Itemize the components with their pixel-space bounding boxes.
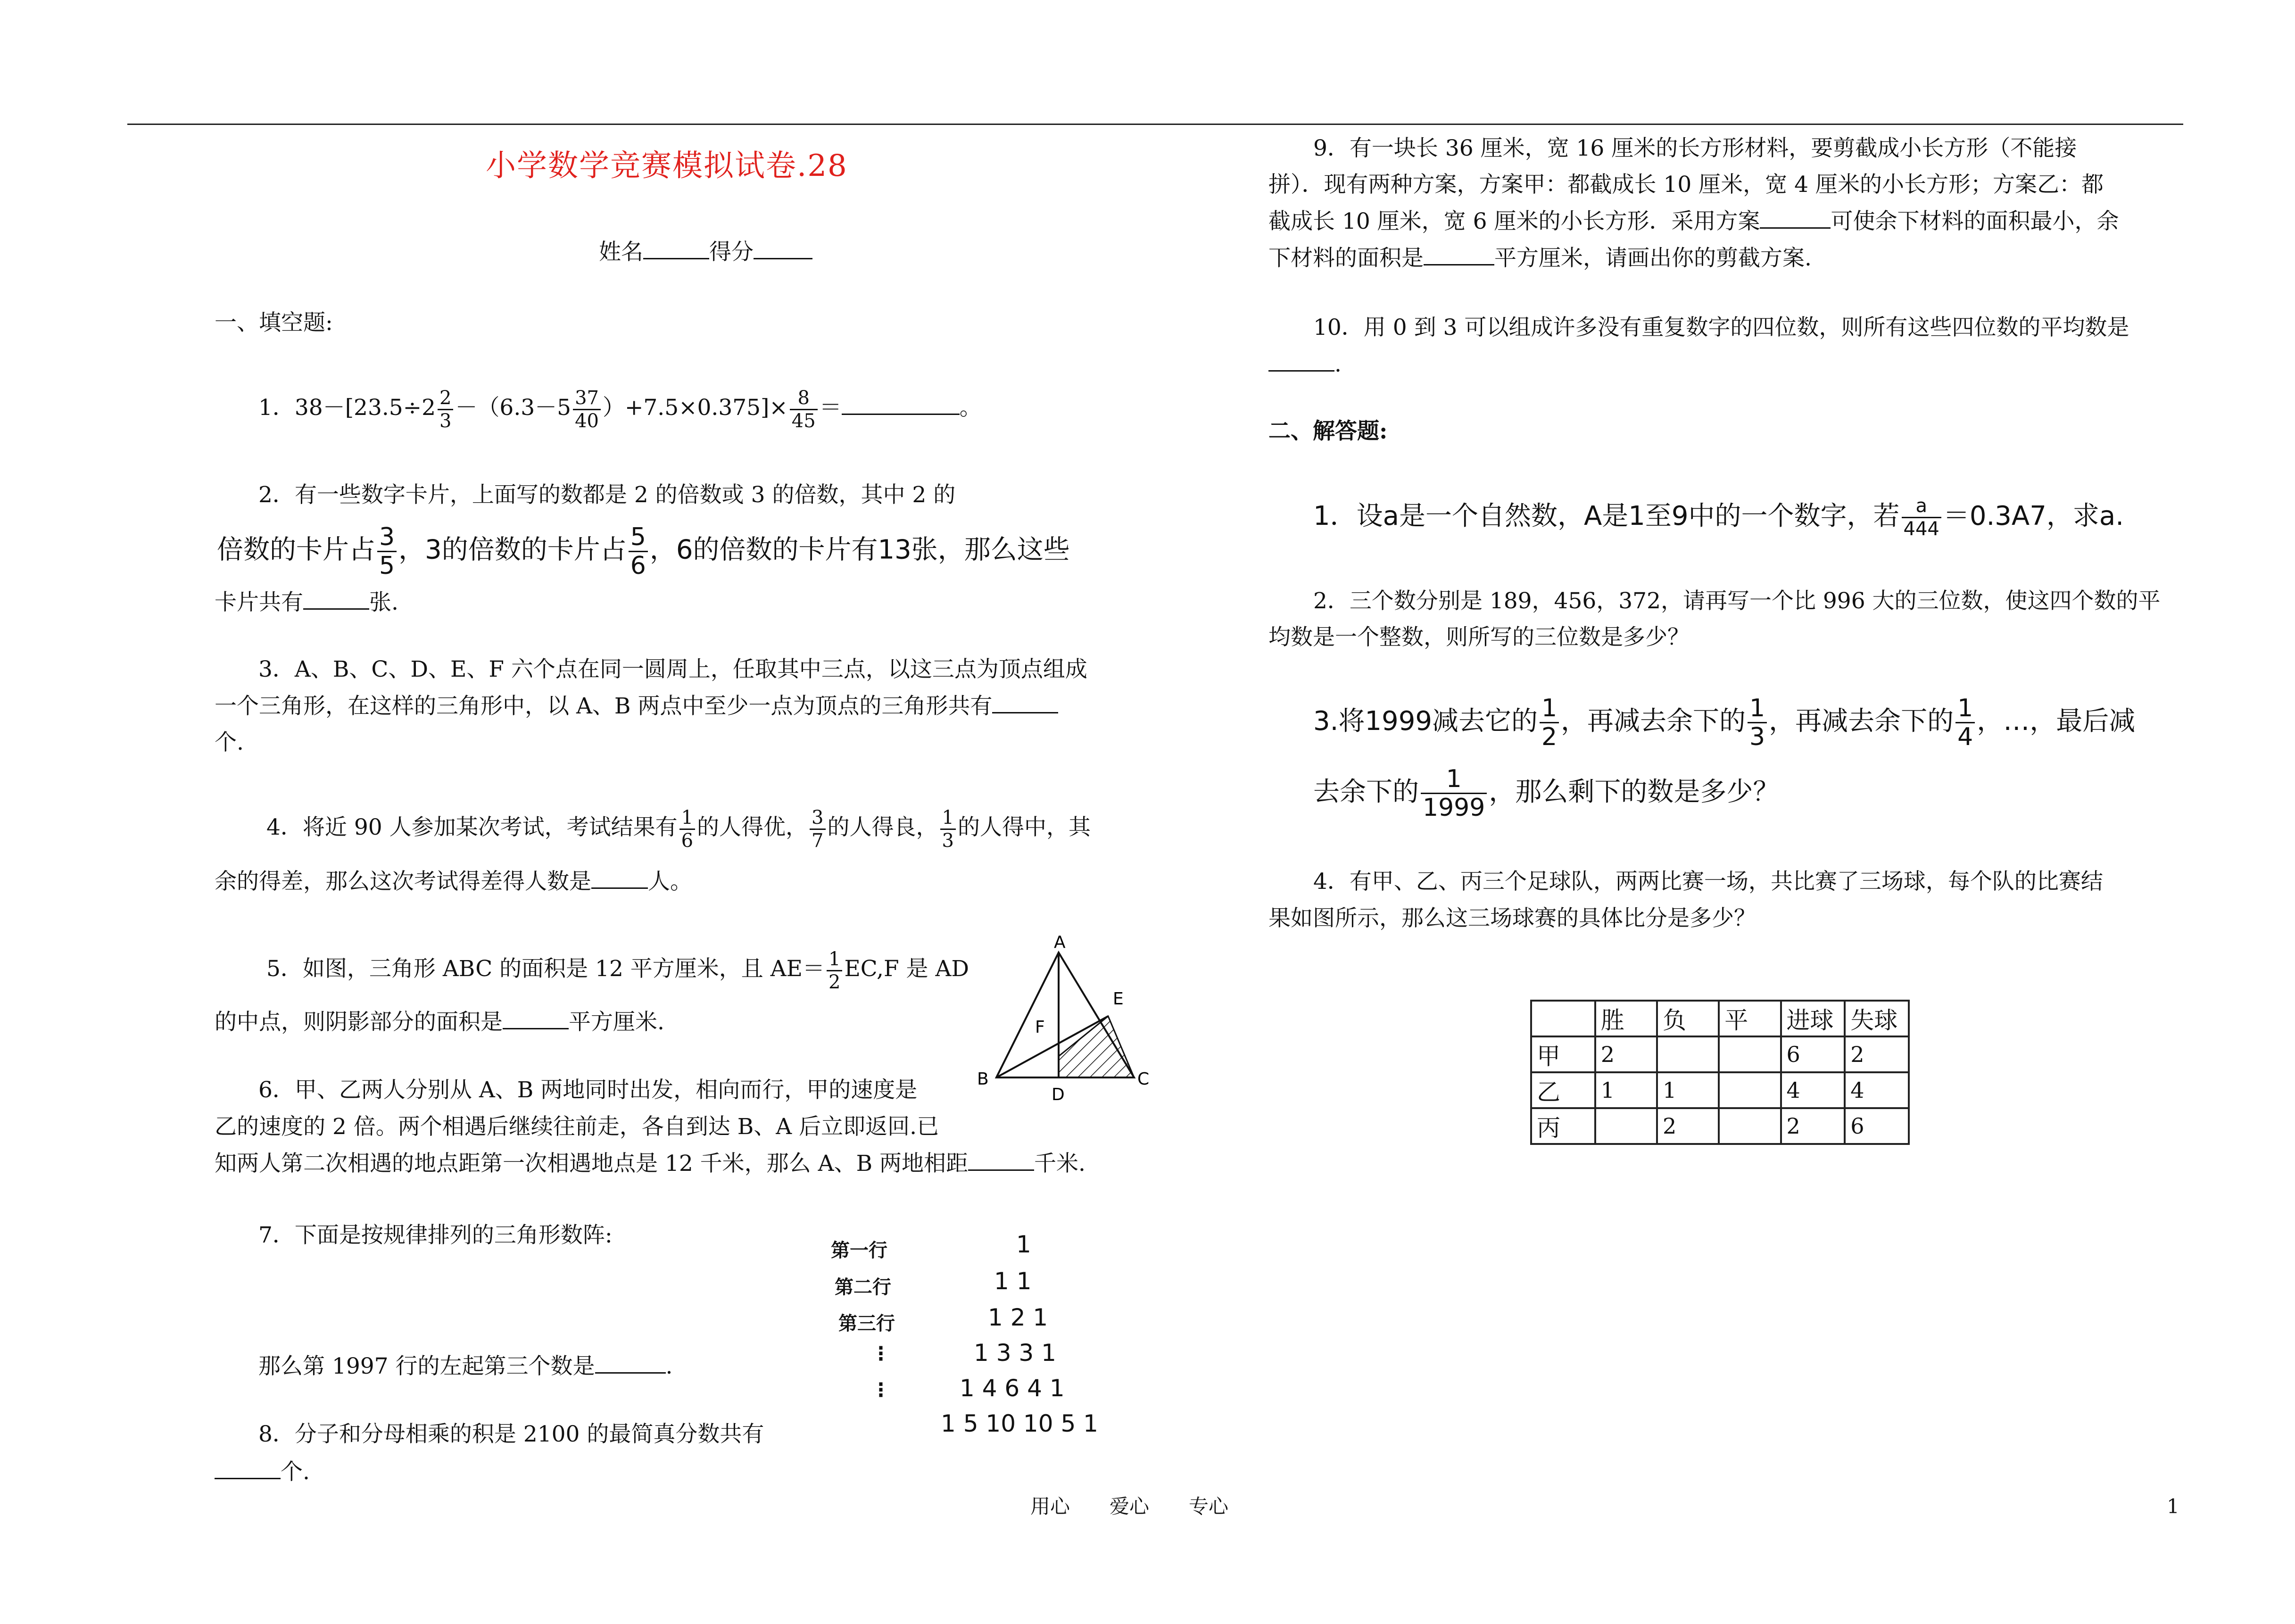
row-label: ⋮ — [871, 1379, 890, 1401]
label-e: E — [1113, 989, 1124, 1009]
answer-question-2-line1: 2．三个数分别是 189，456，372，请再写一个比 996 大的三位数，使这四个数的平 — [1313, 588, 2161, 614]
q7-answer-blank[interactable] — [595, 1353, 666, 1374]
results-table — [1530, 1000, 1910, 1145]
row-label: 第一行 — [831, 1240, 887, 1261]
label-f: F — [1035, 1018, 1045, 1037]
question-1: 1．38－[23.5÷2 $\frac{2}{3}$ －（6.3－5 $\frac{37}{40}$ ）+7.5×0.375]× $\frac{8}{45}$ ＝ 。 — [258, 387, 982, 432]
table-header-row — [1531, 1001, 1909, 1036]
q10-answer-blank[interactable] — [1268, 351, 1334, 372]
question-2-line1: 2．有一些数字卡片，上面写的数都是 2 的倍数或 3 的倍数，其中 2 的 — [258, 482, 956, 508]
row-label: 第三行 — [838, 1313, 895, 1334]
answer-question-3-line1: 3.将1999减去它的 $\frac{1}{2}$ ，再减去余下的 $\frac{1}{3}$ ，再减去余下的 $\frac{1}{4}$ ，…，最后减 — [1313, 694, 2136, 752]
question-2-line2: 倍数的卡片占 $\frac{3}{5}$ ，3的倍数的卡片占 $\frac{5}{6}$ ，6的倍数的卡片有13张，那么这些 — [217, 523, 1070, 580]
table-cell — [1719, 1072, 1781, 1108]
shaded-region — [1059, 1016, 1134, 1077]
question-8-line2: 个. — [215, 1458, 310, 1486]
answer-question-2-line2: 均数是一个整数，则所写的三位数是多少？ — [1268, 624, 1690, 650]
question-5-line1: 5．如图，三角形 ABC 的面积是 12 平方厘米，且 AE＝ $\frac{1}{2}$ EC,F 是 AD — [266, 948, 969, 993]
table-cell: 4 — [1781, 1072, 1845, 1108]
q2-answer-blank[interactable] — [303, 589, 369, 610]
question-6-line3: 知两人第二次相遇的地点距第一次相遇地点是 12 千米，那么 A、B 两地相距 千米. — [215, 1151, 1085, 1177]
triangle-row: 1 2 1 — [988, 1304, 1048, 1331]
table-cell — [1719, 1108, 1781, 1144]
triangle-row: 1 4 6 4 1 — [960, 1375, 1065, 1402]
score-blank[interactable] — [754, 239, 812, 259]
triangle-row: 1 3 3 1 — [974, 1339, 1056, 1367]
name-blank[interactable] — [643, 239, 709, 259]
question-7-line1: 7．下面是按规律排列的三角形数阵: — [258, 1222, 613, 1248]
name-label: 姓名 — [599, 239, 643, 265]
question-8-line1: 8．分子和分母相乘的积是 2100 的最简真分数共有 — [258, 1421, 764, 1447]
triangle-row: 1 — [1016, 1231, 1031, 1258]
answer-question-1: 1．设a是一个自然数，A是1至9中的一个数字，若 $\frac{a}{444}$ ＝0.3A7，求a. — [1313, 495, 2124, 540]
section-heading-answer: 二、解答题: — [1268, 418, 1388, 444]
table-cell: 甲 — [1531, 1036, 1595, 1072]
question-9-line3: 截成长 10 厘米，宽 6 厘米的小长方形．采用方案 可使余下材料的面积最小，余 — [1268, 208, 2119, 234]
triangle-row: 1 5 10 10 5 1 — [941, 1410, 1098, 1437]
q9-area-blank[interactable] — [1424, 245, 1494, 265]
q8-answer-blank[interactable] — [215, 1459, 281, 1479]
table-cell: 2 — [1845, 1036, 1909, 1072]
table-cell — [1719, 1036, 1781, 1072]
table-cell: 平 — [1719, 1001, 1781, 1036]
table-cell: 负 — [1657, 1001, 1719, 1036]
table-cell: 失球 — [1845, 1001, 1909, 1036]
table-row — [1531, 1108, 1909, 1144]
table-cell: 2 — [1657, 1108, 1719, 1144]
section-heading-fill: 一、填空题: — [215, 310, 333, 336]
page-number: 1 — [2167, 1495, 2179, 1518]
table-cell: 乙 — [1531, 1072, 1595, 1108]
question-2-line3: 卡片共有 张. — [215, 589, 398, 615]
q1-answer-blank[interactable] — [842, 395, 960, 415]
header-rule — [127, 124, 2183, 125]
table-cell: 6 — [1845, 1108, 1909, 1144]
answer-question-4-line2: 果如图所示，那么这三场球赛的具体比分是多少？ — [1268, 905, 1756, 931]
triangle-figure — [971, 931, 1160, 1110]
q3-answer-blank[interactable] — [992, 693, 1058, 713]
q4-answer-blank[interactable] — [591, 869, 648, 889]
question-3-line1: 3．A、B、C、D、E、F 六个点在同一圆周上，任取其中三点，以这三点为顶点组成 — [258, 656, 1087, 682]
question-6-line1: 6．甲、乙两人分别从 A、B 两地同时出发，相向而行，甲的速度是 — [258, 1077, 918, 1103]
table-cell: 1 — [1657, 1072, 1719, 1108]
table-cell: 进球 — [1781, 1001, 1845, 1036]
table-cell — [1531, 1001, 1595, 1036]
label-b: B — [977, 1069, 989, 1089]
question-6-line2: 乙的速度的 2 倍。两个相遇后继续往前走，各自到达 B、A 后立即返回.已 — [215, 1114, 939, 1140]
table-cell — [1595, 1108, 1657, 1144]
triangle-row: 1 1 — [994, 1268, 1032, 1295]
q5-answer-blank[interactable] — [503, 1009, 569, 1029]
table-cell: 2 — [1781, 1108, 1845, 1144]
answer-question-3-line2: 去余下的 $\frac{1}{1999}$ ，那么剩下的数是多少？ — [1313, 765, 1780, 822]
row-label: 第二行 — [835, 1276, 891, 1298]
table-cell: 6 — [1781, 1036, 1845, 1072]
page-title: 小学数学竞赛模拟试卷.28 — [486, 149, 848, 183]
table-cell: 胜 — [1595, 1001, 1657, 1036]
table-row — [1531, 1036, 1909, 1072]
question-5-line2: 的中点，则阴影部分的面积是 平方厘米. — [215, 1009, 664, 1035]
question-3-line3: 个. — [215, 729, 244, 755]
question-9-line1: 9．有一块长 36 厘米，宽 16 厘米的长方形材料，要剪截成小长方形（不能接 — [1313, 135, 2077, 161]
table-row — [1531, 1072, 1909, 1108]
question-10-line2: . — [1268, 350, 1342, 379]
table-cell — [1657, 1036, 1719, 1072]
score-label: 得分 — [709, 239, 754, 265]
table-cell: 2 — [1595, 1036, 1657, 1072]
question-9-line2: 拼）．现有两种方案，方案甲：都截成长 10 厘米，宽 4 厘米的小长方形；方案乙：都 — [1268, 172, 2104, 198]
table-cell: 1 — [1595, 1072, 1657, 1108]
name-score-line — [599, 238, 812, 266]
table-cell: 丙 — [1531, 1108, 1595, 1144]
question-10-line1: 10．用 0 到 3 可以组成许多没有重复数字的四位数，则所有这些四位数的平均数是 — [1313, 315, 2129, 340]
label-a: A — [1054, 933, 1066, 952]
question-7-line2: 那么第 1997 行的左起第三个数是 . — [258, 1353, 673, 1379]
q6-answer-blank[interactable] — [968, 1151, 1034, 1171]
footer-motto: 用心 爱心 专心 — [1030, 1495, 1229, 1518]
q9-scheme-blank[interactable] — [1760, 208, 1831, 229]
row-label: ⋮ — [871, 1343, 890, 1365]
question-4-line1: 4．将近 90 人参加某次考试，考试结果有 $\frac{1}{6}$ 的人得优， $\frac{3}{7}$ 的人得良， $\frac{1}{3}$ 的人得中，其 — [266, 806, 1091, 852]
question-4-line2: 余的得差，那么这次考试得差得人数是 人。 — [215, 869, 692, 895]
answer-question-4-line1: 4．有甲、乙、丙三个足球队，两两比赛一场，共比赛了三场球，每个队的比赛结 — [1313, 869, 2103, 895]
table-cell: 4 — [1845, 1072, 1909, 1108]
label-c: C — [1137, 1069, 1150, 1089]
question-3-line2: 一个三角形，在这样的三角形中，以 A、B 两点中至少一点为顶点的三角形共有 — [215, 692, 1058, 721]
question-9-line4: 下材料的面积是 平方厘米，请画出你的剪截方案. — [1268, 245, 1812, 271]
label-d: D — [1052, 1085, 1065, 1104]
